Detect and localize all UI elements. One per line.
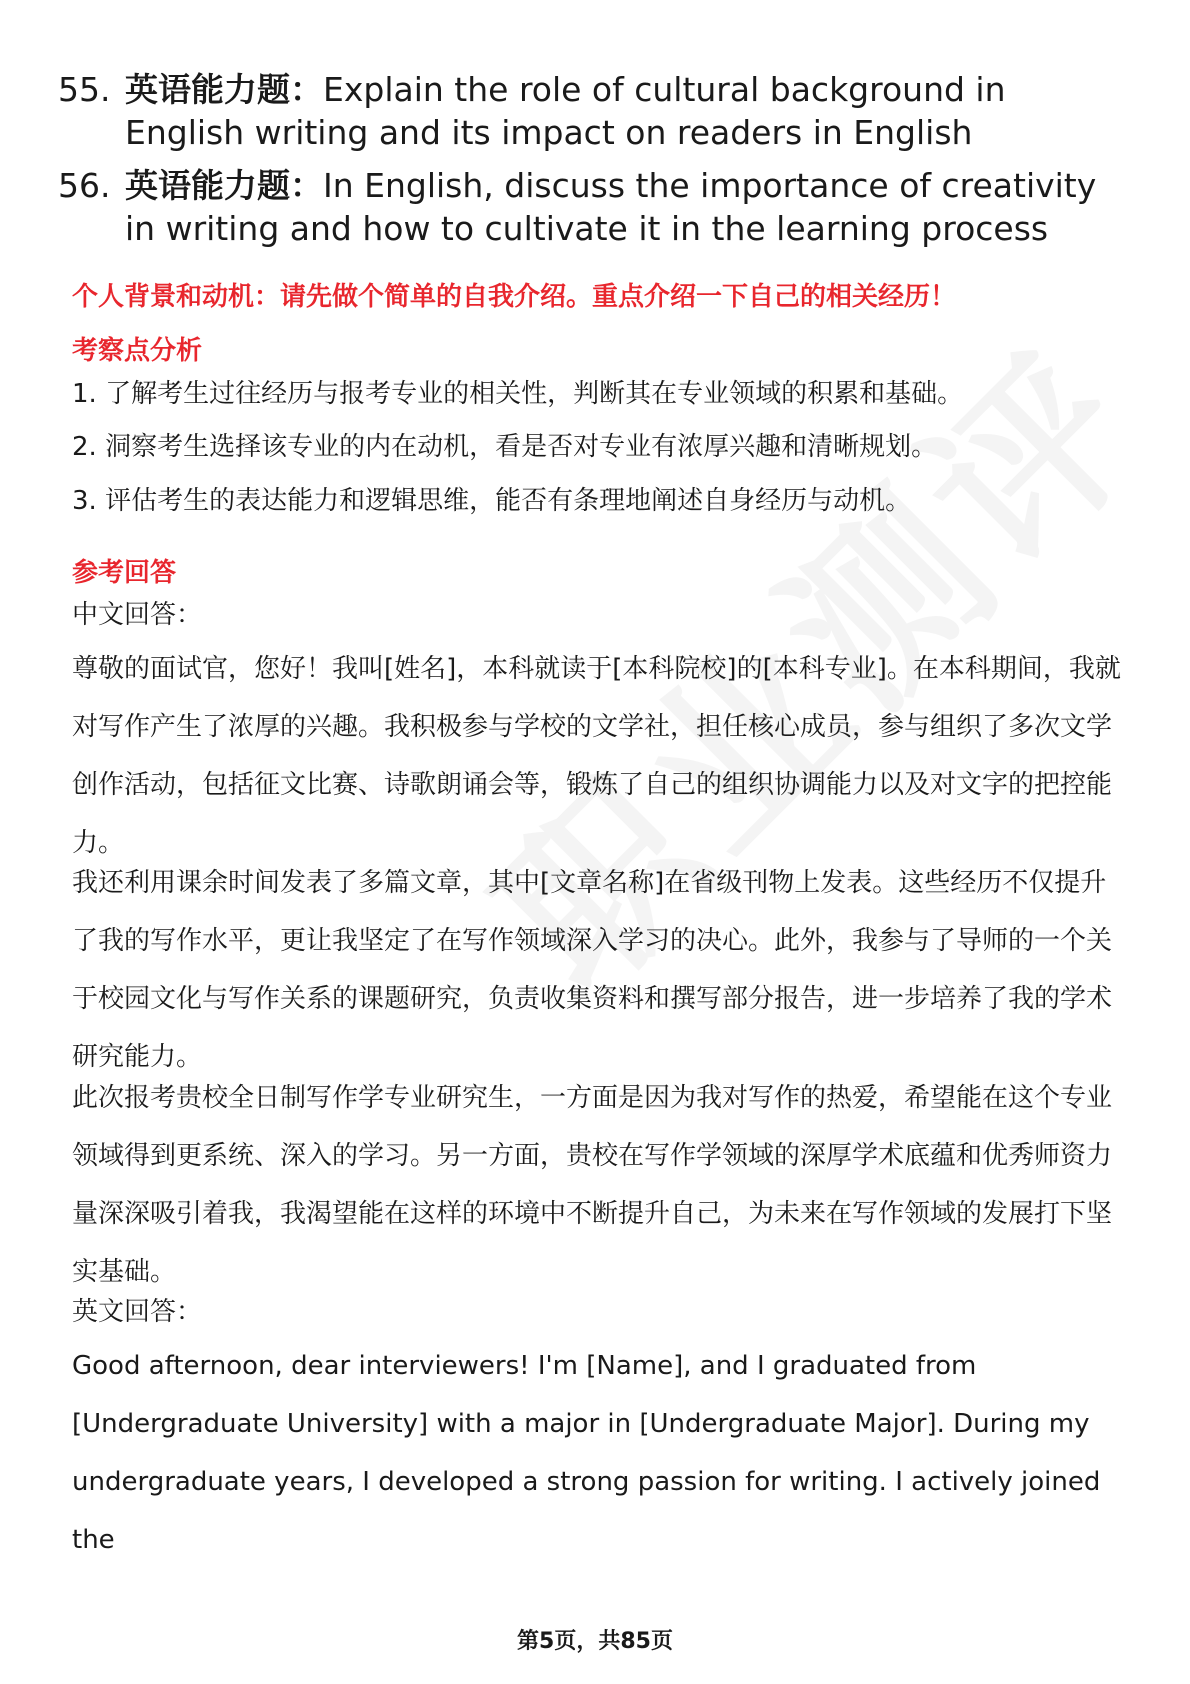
question-body bbox=[125, 164, 1118, 250]
question-label: 英语能力题： bbox=[125, 166, 323, 205]
english-paragraph: Good afternoon, dear interviewers! I'm [Name], and I graduated from [Undergraduate University] with a major in [Undergraduate Major]. During my undergraduate years, I developed a strong passion for writing. I actively joined the bbox=[72, 1351, 1101, 1555]
chinese-answer-label: 中文回答： bbox=[72, 600, 203, 630]
prompt-heading: 个人背景和动机：请先做个简单的自我介绍。重点介绍一下自己的相关经历！ bbox=[72, 282, 957, 312]
page-footer: 第5页，共85页 bbox=[517, 1629, 673, 1654]
question-number: 55. bbox=[58, 70, 111, 109]
chinese-paragraph: 此次报考贵校全日制写作学专业研究生，一方面是因为我对写作的热爱，希望能在这个专业领域得到更系统、深入的学习。另一方面，贵校在写作学领域的深厚学术底蕴和优秀师资力量深深吸引着我，我渴望能在这样的环境中不断提升自己，为未来在写作领域的发展打下坚实基础。 bbox=[72, 1083, 1113, 1287]
question-body bbox=[125, 68, 1118, 154]
analysis-heading: 考察点分析 bbox=[72, 336, 203, 366]
question-55 bbox=[58, 68, 1118, 154]
chinese-paragraph: 我还利用课余时间发表了多篇文章，其中[文章名称]在省级刊物上发表。这些经历不仅提升了我的写作水平，更让我坚定了在写作领域深入学习的决心。此外，我参与了导师的一个关于校园文化与写作关系的课题研究，负责收集资料和撰写部分报告，进一步培养了我的学术研究能力。 bbox=[72, 868, 1113, 1072]
analysis-point: 3. 评估考生的表达能力和逻辑思维，能否有条理地阐述自身经历与动机。 bbox=[72, 486, 912, 516]
question-label: 英语能力题： bbox=[125, 70, 323, 109]
chinese-paragraph: 尊敬的面试官，您好！我叫[姓名]，本科就读于[本科院校]的[本科专业]。在本科期间，我就对写作产生了浓厚的兴趣。我积极参与学校的文学社，担任核心成员，参与组织了多次文学创作活动，包括征文比赛、诗歌朗诵会等，锻炼了自己的组织协调能力以及对文字的把控能力。 bbox=[72, 654, 1121, 858]
question-56 bbox=[58, 164, 1118, 250]
analysis-point: 1. 了解考生过往经历与报考专业的相关性，判断其在专业领域的积累和基础。 bbox=[72, 379, 964, 409]
analysis-point: 2. 洞察考生选择该专业的内在动机，看是否对专业有浓厚兴趣和清晰规划。 bbox=[72, 432, 938, 462]
question-number: 56. bbox=[58, 166, 111, 205]
question-text: Explain the role of cultural background in English writing and its impact on readers in English bbox=[125, 70, 1006, 152]
answer-heading: 参考回答 bbox=[72, 558, 177, 588]
question-text: In English, discuss the importance of creativity in writing and how to cultivate it in the learning process bbox=[125, 166, 1097, 248]
english-answer-label: 英文回答： bbox=[72, 1297, 203, 1327]
